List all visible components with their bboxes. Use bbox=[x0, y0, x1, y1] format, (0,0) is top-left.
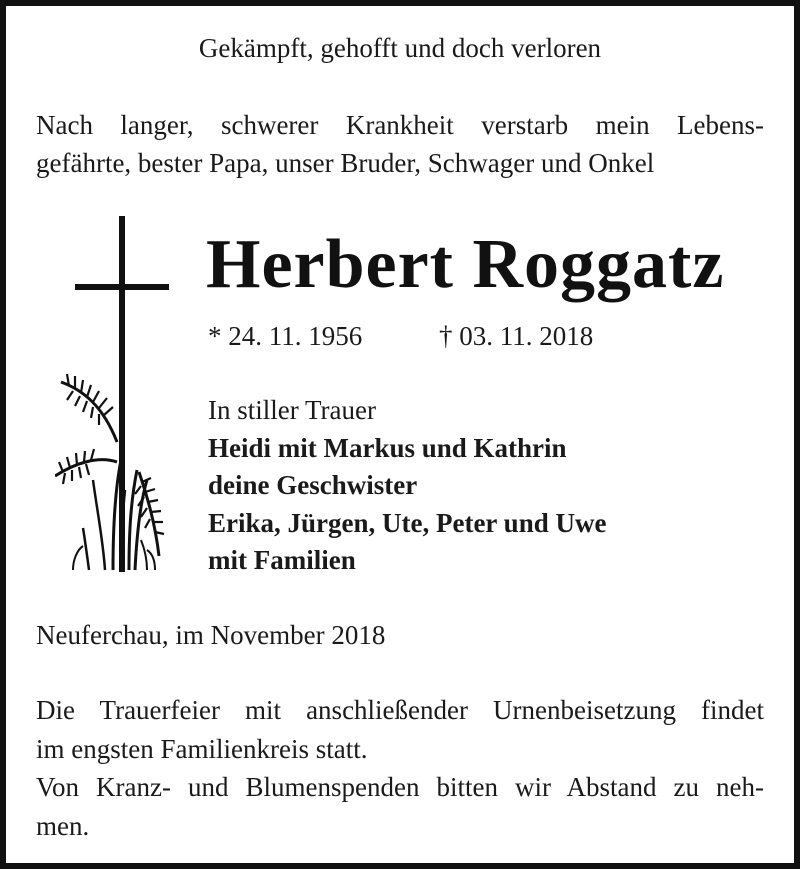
mourner-line: Erika, Jürgen, Ute, Peter und Uwe bbox=[208, 508, 607, 538]
cross-with-wheat-icon bbox=[55, 210, 185, 580]
intro-line-1: Nach langer, schwerer Krankheit verstarb mein Lebens- bbox=[36, 110, 764, 140]
deceased-name: Herbert Roggatz bbox=[206, 226, 725, 303]
mourner-line: deine Geschwister bbox=[208, 470, 418, 500]
mourner-line: Heidi mit Markus und Kathrin bbox=[208, 433, 567, 463]
notice-line-1: Die Trauerfeier mit anschließender Urnenbeisetzung findet bbox=[36, 695, 764, 725]
notice-line-3: Von Kranz- und Blumenspenden bitten wir Abstand zu neh- bbox=[36, 772, 764, 802]
birth-date: * 24. 11. 1956 bbox=[208, 321, 363, 351]
place-date: Neuferchau, im November 2018 bbox=[36, 620, 386, 650]
notice-line-2: im engsten Familienkreis statt. bbox=[36, 734, 368, 764]
motto: Gekämpft, gehofft und doch verloren bbox=[198, 33, 602, 63]
notice-line-4: men. bbox=[36, 811, 90, 841]
intro-line-2: gefährte, bester Papa, unser Bruder, Schwager und Onkel bbox=[36, 148, 655, 178]
mourner-line: mit Familien bbox=[208, 545, 356, 575]
mourning-intro: In stiller Trauer bbox=[208, 395, 376, 425]
death-date: † 03. 11. 2018 bbox=[439, 321, 594, 351]
